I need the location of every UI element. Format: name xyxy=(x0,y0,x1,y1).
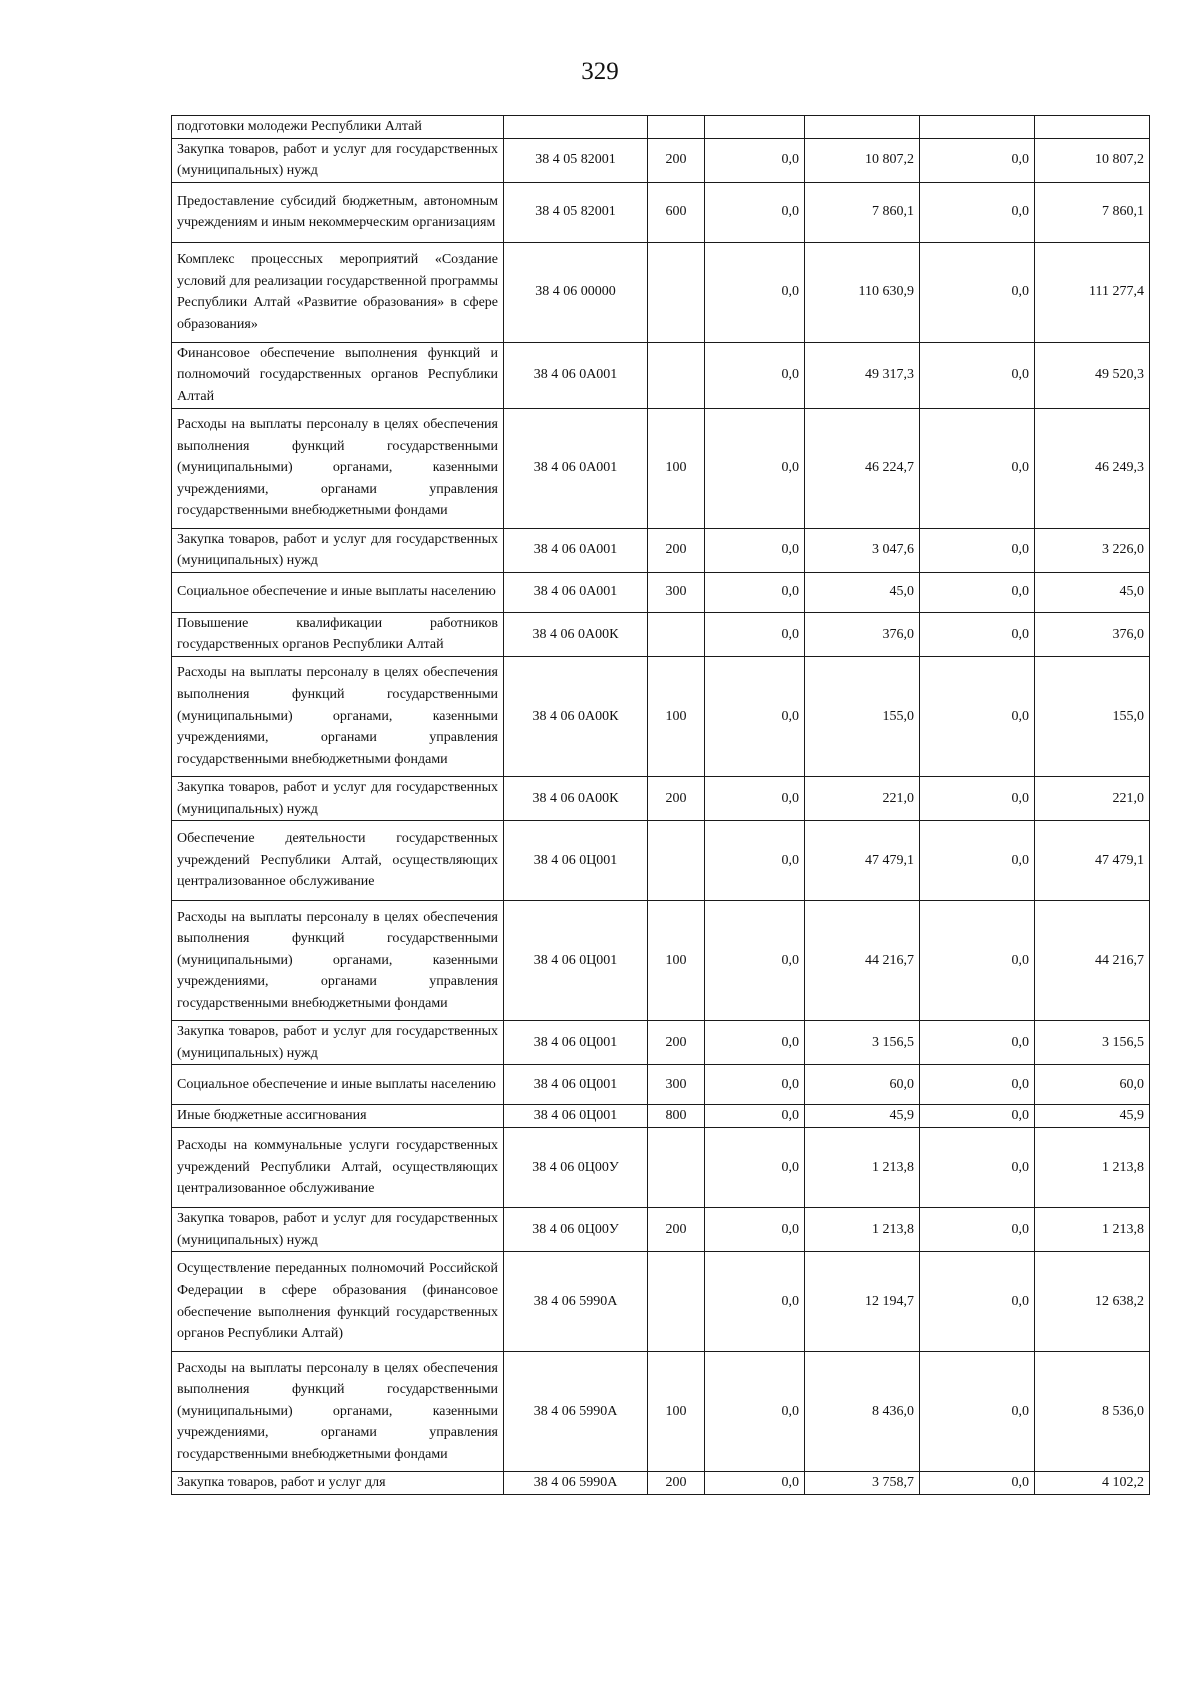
amount-col-1: 0,0 xyxy=(705,342,805,408)
expense-type-code: 100 xyxy=(648,901,705,1021)
table-row xyxy=(172,1472,1150,1495)
amount-col-2: 45,0 xyxy=(805,572,920,612)
amount-col-3: 0,0 xyxy=(920,656,1035,776)
amount-col-1: 0,0 xyxy=(705,1105,805,1128)
amount-col-4 xyxy=(1035,116,1150,139)
target-article-code: 38 4 06 0А001 xyxy=(504,342,648,408)
table-row xyxy=(172,1127,1150,1207)
expense-type-code: 100 xyxy=(648,656,705,776)
target-article-code: 38 4 06 0А00К xyxy=(504,776,648,820)
amount-col-3: 0,0 xyxy=(920,612,1035,656)
table-row xyxy=(172,1065,1150,1105)
amount-col-2: 7 860,1 xyxy=(805,182,920,242)
amount-col-3: 0,0 xyxy=(920,1207,1035,1251)
target-article-code: 38 4 06 5990А xyxy=(504,1472,648,1495)
amount-col-4: 111 277,4 xyxy=(1035,242,1150,342)
amount-col-3: 0,0 xyxy=(920,408,1035,528)
row-description: Закупка товаров, работ и услуг для государственных (муниципальных) нужд xyxy=(172,1207,504,1251)
amount-col-4: 49 520,3 xyxy=(1035,342,1150,408)
expense-type-code: 200 xyxy=(648,1472,705,1495)
amount-col-1: 0,0 xyxy=(705,612,805,656)
amount-col-1: 0,0 xyxy=(705,1127,805,1207)
amount-col-1: 0,0 xyxy=(705,1252,805,1352)
amount-col-4: 60,0 xyxy=(1035,1065,1150,1105)
amount-col-3: 0,0 xyxy=(920,821,1035,901)
amount-col-3: 0,0 xyxy=(920,1105,1035,1128)
budget-table xyxy=(171,115,1150,1495)
expense-type-code: 200 xyxy=(648,528,705,572)
amount-col-4: 7 860,1 xyxy=(1035,182,1150,242)
amount-col-2: 3 758,7 xyxy=(805,1472,920,1495)
table-row xyxy=(172,528,1150,572)
amount-col-4: 3 156,5 xyxy=(1035,1021,1150,1065)
table-row xyxy=(172,776,1150,820)
table-row xyxy=(172,342,1150,408)
amount-col-3: 0,0 xyxy=(920,776,1035,820)
expense-type-code xyxy=(648,1252,705,1352)
expense-type-code: 200 xyxy=(648,776,705,820)
amount-col-4: 8 536,0 xyxy=(1035,1352,1150,1472)
amount-col-3: 0,0 xyxy=(920,901,1035,1021)
amount-col-4: 221,0 xyxy=(1035,776,1150,820)
amount-col-1: 0,0 xyxy=(705,242,805,342)
amount-col-1: 0,0 xyxy=(705,1021,805,1065)
amount-col-1: 0,0 xyxy=(705,138,805,182)
amount-col-1: 0,0 xyxy=(705,572,805,612)
expense-type-code: 600 xyxy=(648,182,705,242)
table-row xyxy=(172,1352,1150,1472)
amount-col-3: 0,0 xyxy=(920,182,1035,242)
target-article-code: 38 4 06 5990А xyxy=(504,1252,648,1352)
expense-type-code xyxy=(648,612,705,656)
table-row xyxy=(172,116,1150,139)
amount-col-3: 0,0 xyxy=(920,1352,1035,1472)
target-article-code: 38 4 06 0А001 xyxy=(504,572,648,612)
amount-col-1: 0,0 xyxy=(705,182,805,242)
expense-type-code xyxy=(648,821,705,901)
expense-type-code: 800 xyxy=(648,1105,705,1128)
amount-col-3 xyxy=(920,116,1035,139)
row-description: Закупка товаров, работ и услуг для государственных (муниципальных) нужд xyxy=(172,528,504,572)
amount-col-2: 49 317,3 xyxy=(805,342,920,408)
expense-type-code xyxy=(648,242,705,342)
target-article-code: 38 4 06 0Ц001 xyxy=(504,1105,648,1128)
expense-type-code: 100 xyxy=(648,1352,705,1472)
amount-col-1: 0,0 xyxy=(705,901,805,1021)
amount-col-2: 3 156,5 xyxy=(805,1021,920,1065)
row-description: Комплекс процессных мероприятий «Создание условий для реализации государственной программы Республики Алтай «Развитие образования» в сфере образования» xyxy=(172,242,504,342)
expense-type-code: 300 xyxy=(648,1065,705,1105)
amount-col-4: 1 213,8 xyxy=(1035,1207,1150,1251)
amount-col-2: 12 194,7 xyxy=(805,1252,920,1352)
target-article-code: 38 4 05 82001 xyxy=(504,138,648,182)
row-description: Предоставление субсидий бюджетным, автономным учреждениям и иным некоммерческим организациям xyxy=(172,182,504,242)
target-article-code: 38 4 06 0Ц001 xyxy=(504,1021,648,1065)
row-description: подготовки молодежи Республики Алтай xyxy=(172,116,504,139)
target-article-code: 38 4 06 0Ц001 xyxy=(504,821,648,901)
amount-col-2 xyxy=(805,116,920,139)
row-description: Осуществление переданных полномочий Российской Федерации в сфере образования (финансовое обеспечение выполнения функций государственных органов Республики Алтай) xyxy=(172,1252,504,1352)
amount-col-2: 221,0 xyxy=(805,776,920,820)
table-row xyxy=(172,182,1150,242)
target-article-code: 38 4 05 82001 xyxy=(504,182,648,242)
amount-col-1: 0,0 xyxy=(705,656,805,776)
amount-col-3: 0,0 xyxy=(920,1127,1035,1207)
expense-type-code: 200 xyxy=(648,1207,705,1251)
amount-col-1: 0,0 xyxy=(705,528,805,572)
expense-type-code: 100 xyxy=(648,408,705,528)
amount-col-1: 0,0 xyxy=(705,1472,805,1495)
table-row xyxy=(172,408,1150,528)
amount-col-3: 0,0 xyxy=(920,1252,1035,1352)
page-number: 329 xyxy=(581,58,619,85)
row-description: Расходы на выплаты персоналу в целях обеспечения выполнения функций государственными (муниципальными) органами, казенными учреждениями, органами управления государственными внебюджетными фондами xyxy=(172,1352,504,1472)
amount-col-2: 47 479,1 xyxy=(805,821,920,901)
amount-col-1: 0,0 xyxy=(705,776,805,820)
amount-col-2: 45,9 xyxy=(805,1105,920,1128)
amount-col-3: 0,0 xyxy=(920,1021,1035,1065)
amount-col-3: 0,0 xyxy=(920,572,1035,612)
amount-col-4: 45,0 xyxy=(1035,572,1150,612)
amount-col-2: 155,0 xyxy=(805,656,920,776)
target-article-code: 38 4 06 0А00К xyxy=(504,612,648,656)
amount-col-4: 3 226,0 xyxy=(1035,528,1150,572)
amount-col-4: 47 479,1 xyxy=(1035,821,1150,901)
table-row xyxy=(172,821,1150,901)
row-description: Финансовое обеспечение выполнения функций и полномочий государственных органов Республики Алтай xyxy=(172,342,504,408)
amount-col-1: 0,0 xyxy=(705,1065,805,1105)
row-description: Закупка товаров, работ и услуг для xyxy=(172,1472,504,1495)
target-article-code xyxy=(504,116,648,139)
expense-type-code xyxy=(648,116,705,139)
target-article-code: 38 4 06 5990А xyxy=(504,1352,648,1472)
row-description: Закупка товаров, работ и услуг для государственных (муниципальных) нужд xyxy=(172,776,504,820)
amount-col-1: 0,0 xyxy=(705,1352,805,1472)
amount-col-4: 10 807,2 xyxy=(1035,138,1150,182)
amount-col-4: 4 102,2 xyxy=(1035,1472,1150,1495)
amount-col-2: 8 436,0 xyxy=(805,1352,920,1472)
amount-col-4: 376,0 xyxy=(1035,612,1150,656)
amount-col-2: 3 047,6 xyxy=(805,528,920,572)
row-description: Иные бюджетные ассигнования xyxy=(172,1105,504,1128)
expense-type-code: 300 xyxy=(648,572,705,612)
amount-col-4: 1 213,8 xyxy=(1035,1127,1150,1207)
table-row xyxy=(172,1021,1150,1065)
table-row xyxy=(172,242,1150,342)
row-description: Расходы на выплаты персоналу в целях обеспечения выполнения функций государственными (муниципальными) органами, казенными учреждениями, органами управления государственными внебюджетными фондами xyxy=(172,408,504,528)
target-article-code: 38 4 06 0А001 xyxy=(504,408,648,528)
table-row xyxy=(172,901,1150,1021)
target-article-code: 38 4 06 0А00К xyxy=(504,656,648,776)
amount-col-3: 0,0 xyxy=(920,528,1035,572)
amount-col-2: 376,0 xyxy=(805,612,920,656)
amount-col-1: 0,0 xyxy=(705,1207,805,1251)
table-row xyxy=(172,1207,1150,1251)
amount-col-3: 0,0 xyxy=(920,1472,1035,1495)
amount-col-2: 44 216,7 xyxy=(805,901,920,1021)
row-description: Повышение квалификации работников государственных органов Республики Алтай xyxy=(172,612,504,656)
expense-type-code: 200 xyxy=(648,1021,705,1065)
amount-col-4: 155,0 xyxy=(1035,656,1150,776)
expense-type-code: 200 xyxy=(648,138,705,182)
target-article-code: 38 4 06 00000 xyxy=(504,242,648,342)
amount-col-3: 0,0 xyxy=(920,138,1035,182)
amount-col-2: 1 213,8 xyxy=(805,1207,920,1251)
budget-table-body xyxy=(172,116,1150,1495)
amount-col-1: 0,0 xyxy=(705,821,805,901)
target-article-code: 38 4 06 0Ц00У xyxy=(504,1127,648,1207)
expense-type-code xyxy=(648,1127,705,1207)
amount-col-2: 110 630,9 xyxy=(805,242,920,342)
target-article-code: 38 4 06 0А001 xyxy=(504,528,648,572)
amount-col-4: 12 638,2 xyxy=(1035,1252,1150,1352)
row-description: Расходы на коммунальные услуги государственных учреждений Республики Алтай, осуществляющих централизованное обслуживание xyxy=(172,1127,504,1207)
amount-col-2: 10 807,2 xyxy=(805,138,920,182)
amount-col-3: 0,0 xyxy=(920,242,1035,342)
amount-col-4: 45,9 xyxy=(1035,1105,1150,1128)
row-description: Расходы на выплаты персоналу в целях обеспечения выполнения функций государственными (муниципальными) органами, казенными учреждениями, органами управления государственными внебюджетными фондами xyxy=(172,656,504,776)
table-row xyxy=(172,572,1150,612)
amount-col-2: 1 213,8 xyxy=(805,1127,920,1207)
row-description: Социальное обеспечение и иные выплаты населению xyxy=(172,572,504,612)
target-article-code: 38 4 06 0Ц001 xyxy=(504,901,648,1021)
amount-col-2: 60,0 xyxy=(805,1065,920,1105)
table-row xyxy=(172,656,1150,776)
amount-col-1: 0,0 xyxy=(705,408,805,528)
row-description: Закупка товаров, работ и услуг для государственных (муниципальных) нужд xyxy=(172,1021,504,1065)
expense-type-code xyxy=(648,342,705,408)
amount-col-3: 0,0 xyxy=(920,1065,1035,1105)
row-description: Закупка товаров, работ и услуг для государственных (муниципальных) нужд xyxy=(172,138,504,182)
amount-col-4: 44 216,7 xyxy=(1035,901,1150,1021)
row-description: Социальное обеспечение и иные выплаты населению xyxy=(172,1065,504,1105)
row-description: Расходы на выплаты персоналу в целях обеспечения выполнения функций государственными (муниципальными) органами, казенными учреждениями, органами управления государственными внебюджетными фондами xyxy=(172,901,504,1021)
target-article-code: 38 4 06 0Ц00У xyxy=(504,1207,648,1251)
target-article-code: 38 4 06 0Ц001 xyxy=(504,1065,648,1105)
amount-col-2: 46 224,7 xyxy=(805,408,920,528)
row-description: Обеспечение деятельности государственных учреждений Республики Алтай, осуществляющих централизованное обслуживание xyxy=(172,821,504,901)
amount-col-4: 46 249,3 xyxy=(1035,408,1150,528)
table-row xyxy=(172,1252,1150,1352)
table-row xyxy=(172,1105,1150,1128)
amount-col-3: 0,0 xyxy=(920,342,1035,408)
table-row xyxy=(172,612,1150,656)
amount-col-1 xyxy=(705,116,805,139)
table-row xyxy=(172,138,1150,182)
